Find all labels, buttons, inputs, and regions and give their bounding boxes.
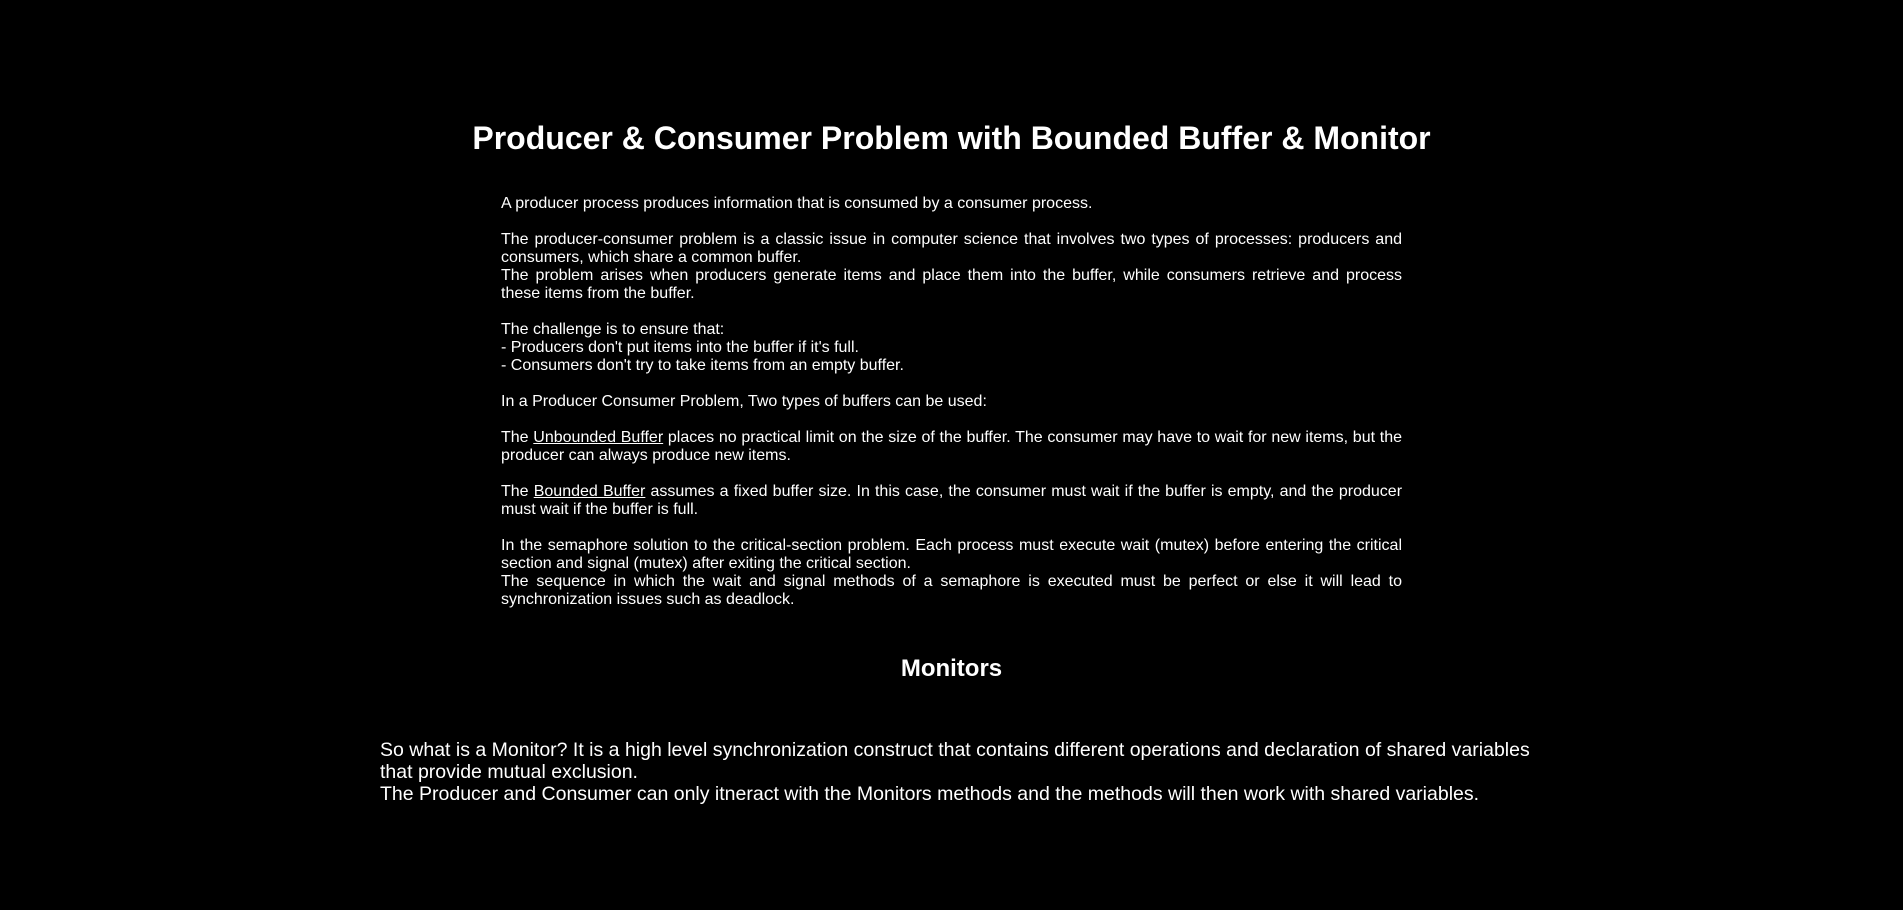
bounded-buffer-link[interactable]: Bounded Buffer [533, 483, 646, 500]
unbounded-prefix: The [501, 429, 534, 446]
monitor-definition-line: So what is a Monitor? It is a high level synchronization construct that contains different operations and declaration of shared variables that provide mutual exclusion. [380, 739, 1530, 783]
challenge-item: - Consumers don't try to take items from an empty buffer. [501, 357, 904, 374]
unbounded-buffer-paragraph [501, 429, 1402, 465]
unbounded-description: places no practical limit on the size of the buffer. The consumer may have to wait for new items, but the producer can always produce new items. [501, 429, 1403, 464]
intro-section [501, 195, 1402, 609]
challenge-heading: The challenge is to ensure that: [501, 321, 725, 338]
buffer-types-intro: In a Producer Consumer Problem, Two types of buffers can be used: [501, 393, 987, 410]
bounded-buffer-paragraph [501, 483, 1402, 519]
bounded-description: assumes a fixed buffer size. In this case, the consumer must wait if the buffer is empty, and the producer must wait if the buffer is full. [501, 483, 1403, 518]
semaphore-paragraph [501, 537, 1402, 609]
producer-consumer-paragraph [501, 231, 1402, 303]
page-title: Producer & Consumer Problem with Bounded Buffer & Monitor [472, 120, 1431, 156]
bounded-prefix: The [501, 483, 534, 500]
monitors-description [380, 739, 1530, 805]
monitors-heading: Monitors [900, 655, 1003, 682]
problem-arises-line: The problem arises when producers generate items and place them into the buffer, while consumers retrieve and process these items from the buffer. [501, 267, 1402, 302]
challenge-paragraph [501, 321, 1402, 375]
semaphore-line: In the semaphore solution to the critical-section problem. Each process must execute wait (mutex) before entering the critical section and signal (mutex) after exiting the critical section. [501, 537, 1402, 572]
challenge-item: - Producers don't put items into the buffer if it's full. [501, 339, 859, 356]
unbounded-buffer-link[interactable]: Unbounded Buffer [533, 429, 664, 446]
monitor-interaction-line: The Producer and Consumer can only itneract with the Monitors methods and the methods will then work with shared variables. [380, 783, 1480, 805]
producer-consumer-line: The producer-consumer problem is a classic issue in computer science that involves two types of processes: producers and consumers, which share a common buffer. [501, 231, 1402, 266]
semaphore-sequence-line: The sequence in which the wait and signal methods of a semaphore is executed must be perfect or else it will lead to synchronization issues such as deadlock. [501, 573, 1402, 608]
intro-paragraph: A producer process produces information that is consumed by a consumer process. [501, 195, 1093, 212]
